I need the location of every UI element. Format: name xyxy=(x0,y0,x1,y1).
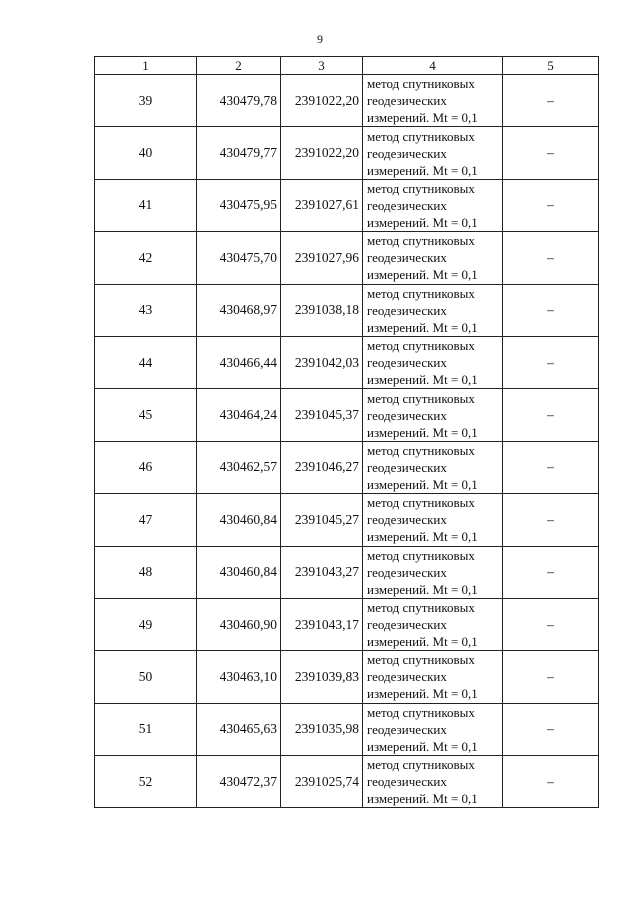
method-line-2: геодезических xyxy=(367,145,447,161)
method-line-2: геодезических xyxy=(367,459,447,475)
y-coordinate: 2391045,27 xyxy=(281,494,363,546)
point-number: 39 xyxy=(95,75,197,127)
method-line-1: метод спутниковых xyxy=(367,338,475,354)
note-cell: – xyxy=(503,441,599,493)
method-cell xyxy=(363,336,503,388)
table-row xyxy=(95,598,599,650)
y-coordinate: 2391022,20 xyxy=(281,127,363,179)
point-number: 43 xyxy=(95,284,197,336)
method-line-1: метод спутниковых xyxy=(367,547,475,563)
header-col-1: 1 xyxy=(95,57,197,75)
table-row xyxy=(95,75,599,127)
table-row xyxy=(95,127,599,179)
method-cell xyxy=(363,703,503,755)
x-coordinate: 430464,24 xyxy=(197,389,281,441)
table-row xyxy=(95,703,599,755)
y-coordinate: 2391027,61 xyxy=(281,179,363,231)
coordinates-table xyxy=(94,56,599,808)
y-coordinate: 2391027,96 xyxy=(281,232,363,284)
note-cell: – xyxy=(503,336,599,388)
point-number: 42 xyxy=(95,232,197,284)
method-line-3: измерений. Mt = 0,1 xyxy=(367,581,478,597)
method-line-2: геодезических xyxy=(367,512,447,528)
method-line-1: метод спутниковых xyxy=(367,285,475,301)
note-cell: – xyxy=(503,546,599,598)
x-coordinate: 430460,84 xyxy=(197,546,281,598)
method-line-2: геодезических xyxy=(367,250,447,266)
note-cell: – xyxy=(503,756,599,808)
x-coordinate: 430463,10 xyxy=(197,651,281,703)
method-line-3: измерений. Mt = 0,1 xyxy=(367,267,478,283)
method-line-2: геодезических xyxy=(367,302,447,318)
method-line-2: геодезических xyxy=(367,407,447,423)
method-cell xyxy=(363,546,503,598)
method-line-3: измерений. Mt = 0,1 xyxy=(367,738,478,754)
point-number: 41 xyxy=(95,179,197,231)
x-coordinate: 430479,77 xyxy=(197,127,281,179)
point-number: 46 xyxy=(95,441,197,493)
method-line-3: измерений. Mt = 0,1 xyxy=(367,162,478,178)
method-line-1: метод спутниковых xyxy=(367,390,475,406)
method-line-1: метод спутниковых xyxy=(367,652,475,668)
y-coordinate: 2391022,20 xyxy=(281,75,363,127)
note-cell: – xyxy=(503,127,599,179)
point-number: 47 xyxy=(95,494,197,546)
x-coordinate: 430460,84 xyxy=(197,494,281,546)
method-cell xyxy=(363,389,503,441)
point-number: 45 xyxy=(95,389,197,441)
y-coordinate: 2391025,74 xyxy=(281,756,363,808)
header-col-4: 4 xyxy=(363,57,503,75)
header-col-5: 5 xyxy=(503,57,599,75)
note-cell: – xyxy=(503,284,599,336)
point-number: 40 xyxy=(95,127,197,179)
method-line-3: измерений. Mt = 0,1 xyxy=(367,529,478,545)
method-line-2: геодезических xyxy=(367,617,447,633)
table-body xyxy=(95,75,599,808)
table-row xyxy=(95,651,599,703)
method-cell xyxy=(363,284,503,336)
x-coordinate: 430472,37 xyxy=(197,756,281,808)
method-cell xyxy=(363,598,503,650)
table-row xyxy=(95,546,599,598)
header-col-3: 3 xyxy=(281,57,363,75)
method-cell xyxy=(363,75,503,127)
page-number: 9 xyxy=(317,32,323,46)
y-coordinate: 2391043,17 xyxy=(281,598,363,650)
x-coordinate: 430465,63 xyxy=(197,703,281,755)
method-line-1: метод спутниковых xyxy=(367,442,475,458)
method-line-1: метод спутниковых xyxy=(367,757,475,773)
point-number: 51 xyxy=(95,703,197,755)
method-line-2: геодезических xyxy=(367,564,447,580)
point-number: 52 xyxy=(95,756,197,808)
point-number: 48 xyxy=(95,546,197,598)
method-line-1: метод спутниковых xyxy=(367,180,475,196)
x-coordinate: 430468,97 xyxy=(197,284,281,336)
method-cell xyxy=(363,494,503,546)
y-coordinate: 2391042,03 xyxy=(281,336,363,388)
x-coordinate: 430462,57 xyxy=(197,441,281,493)
table-row xyxy=(95,389,599,441)
method-cell xyxy=(363,651,503,703)
table-row xyxy=(95,336,599,388)
method-cell xyxy=(363,441,503,493)
method-line-3: измерений. Mt = 0,1 xyxy=(367,424,478,440)
note-cell: – xyxy=(503,389,599,441)
method-line-3: измерений. Mt = 0,1 xyxy=(367,634,478,650)
method-line-3: измерений. Mt = 0,1 xyxy=(367,319,478,335)
method-line-2: геодезических xyxy=(367,197,447,213)
method-cell xyxy=(363,232,503,284)
table-row xyxy=(95,179,599,231)
table-row xyxy=(95,284,599,336)
method-line-2: геодезических xyxy=(367,774,447,790)
note-cell: – xyxy=(503,703,599,755)
x-coordinate: 430466,44 xyxy=(197,336,281,388)
method-line-3: измерений. Mt = 0,1 xyxy=(367,686,478,702)
method-line-1: метод спутниковых xyxy=(367,495,475,511)
method-line-3: измерений. Mt = 0,1 xyxy=(367,476,478,492)
y-coordinate: 2391046,27 xyxy=(281,441,363,493)
method-line-1: метод спутниковых xyxy=(367,704,475,720)
table-row xyxy=(95,494,599,546)
header-col-2: 2 xyxy=(197,57,281,75)
y-coordinate: 2391035,98 xyxy=(281,703,363,755)
method-line-2: геодезических xyxy=(367,355,447,371)
note-cell: – xyxy=(503,75,599,127)
table-row xyxy=(95,756,599,808)
method-cell xyxy=(363,756,503,808)
note-cell: – xyxy=(503,494,599,546)
point-number: 50 xyxy=(95,651,197,703)
method-line-2: геодезических xyxy=(367,669,447,685)
x-coordinate: 430479,78 xyxy=(197,75,281,127)
method-line-1: метод спутниковых xyxy=(367,600,475,616)
header-row xyxy=(95,57,599,75)
note-cell: – xyxy=(503,179,599,231)
x-coordinate: 430475,95 xyxy=(197,179,281,231)
y-coordinate: 2391039,83 xyxy=(281,651,363,703)
method-line-3: измерений. Mt = 0,1 xyxy=(367,214,478,230)
note-cell: – xyxy=(503,232,599,284)
method-cell xyxy=(363,127,503,179)
method-line-1: метод спутниковых xyxy=(367,233,475,249)
table-row xyxy=(95,441,599,493)
y-coordinate: 2391045,37 xyxy=(281,389,363,441)
x-coordinate: 430460,90 xyxy=(197,598,281,650)
note-cell: – xyxy=(503,651,599,703)
table-row xyxy=(95,232,599,284)
method-line-3: измерений. Mt = 0,1 xyxy=(367,110,478,126)
y-coordinate: 2391043,27 xyxy=(281,546,363,598)
method-line-1: метод спутниковых xyxy=(367,128,475,144)
table-header xyxy=(95,57,599,75)
method-line-3: измерений. Mt = 0,1 xyxy=(367,791,478,807)
x-coordinate: 430475,70 xyxy=(197,232,281,284)
method-line-2: геодезических xyxy=(367,721,447,737)
method-cell xyxy=(363,179,503,231)
y-coordinate: 2391038,18 xyxy=(281,284,363,336)
point-number: 44 xyxy=(95,336,197,388)
method-line-1: метод спутниковых xyxy=(367,76,475,92)
note-cell: – xyxy=(503,598,599,650)
point-number: 49 xyxy=(95,598,197,650)
method-line-2: геодезических xyxy=(367,93,447,109)
method-line-3: измерений. Mt = 0,1 xyxy=(367,372,478,388)
